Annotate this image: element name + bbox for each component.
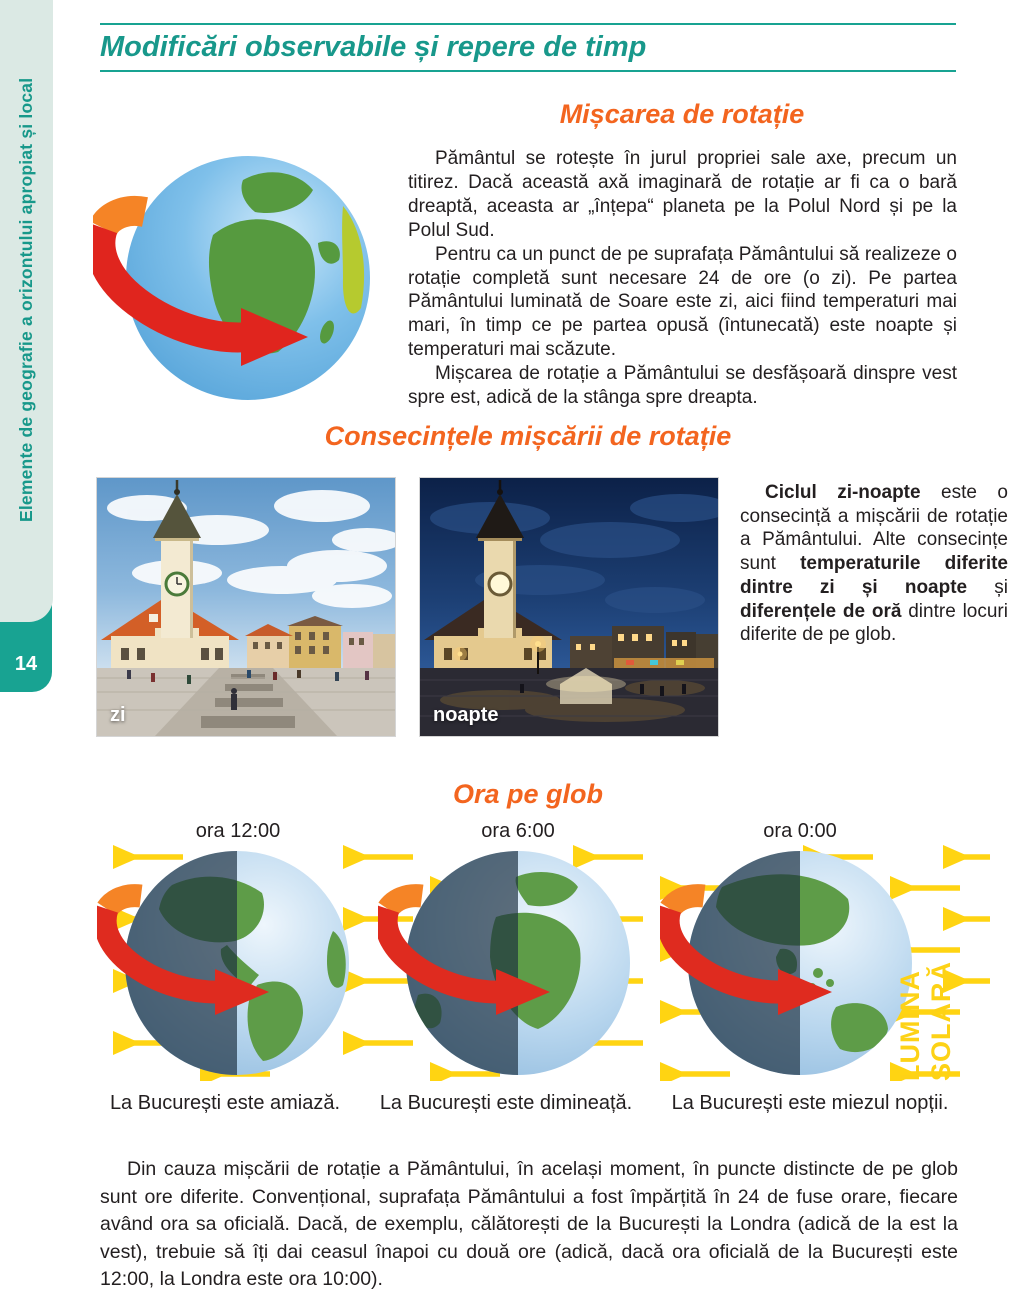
- rotation-text-block: [408, 147, 957, 410]
- title-rule-top: [100, 23, 956, 25]
- day-photo-label: zi: [110, 704, 126, 726]
- globe-noon-icon: [97, 845, 357, 1081]
- title-rule-bottom: [100, 70, 956, 72]
- globe-caption-3: La București este miezul nopții.: [671, 1092, 949, 1114]
- page-number: 14: [14, 653, 38, 675]
- night-square-scene: [420, 478, 718, 736]
- time-zones-diagram: [85, 845, 990, 1081]
- paragraph: Din cauza mișcării de rotație a Pământului, în același moment, în puncte distincte de pe glob sunt ore diferite. Convențional, suprafața Pământului a fost împărțită în 24 de fuse orare, fiecare având ora sa oficială. Dacă, de exemplu, călătorești de la București la Londra (adică de la est la vest), trebuie să îți dai ceasul înapoi cu două ore (adică, dacă ora oficială de la București este 12:00, la Londra este ora 10:00).: [100, 1158, 958, 1291]
- paragraph: Pământul se rotește în jurul propriei sale axe, precum un titirez. Dacă această axă imaginară de rotație ar fi ca o bară dreaptă, aceasta ar „înțepa“ planeta pe la Polul Nord și pe la Polul Sud.: [408, 148, 957, 241]
- sunlight-label: LUMINA SOLARĂ: [895, 961, 956, 1081]
- globe-morning-icon: [378, 845, 638, 1081]
- night-photo-label: noapte: [433, 704, 499, 726]
- day-square-scene: [97, 478, 395, 736]
- day-photo: [97, 478, 395, 736]
- paragraph: Pentru ca un punct de pe suprafața Pământului să realizeze o rotație completă sunt necesare 24 de ore (o zi). Pe partea Pământului luminată de Soare este zi, aici fiind temperaturi mai mari, în timp ce pe partea opusă (întunecată) este noapte și temperaturi mai scăzute.: [408, 243, 957, 361]
- sidebar-vertical-label: Elemente de geografie a orizontului apropiat și local: [16, 77, 36, 523]
- time-zones-text-block: [100, 1156, 958, 1294]
- paragraph: Ciclul zi-noapte este o consecință a mișcării de rotație a Pământului. Alte consecințe sunt temperaturile diferite dintre zi și noapte și diferențele de oră dintre locuri diferite de pe glob.: [740, 482, 1008, 646]
- globe-caption-2: La București este dimineață.: [379, 1092, 633, 1114]
- globe-time-label-3: ora 0:00: [763, 820, 837, 842]
- night-photo: [420, 478, 718, 736]
- globe-time-label-1: ora 12:00: [195, 820, 281, 842]
- section-heading-time: Ora pe glob: [452, 779, 604, 809]
- globe-caption-1: La București este amiază.: [109, 1092, 341, 1114]
- consequences-text-block: [740, 481, 1008, 647]
- globe-hero-icon: [93, 150, 395, 402]
- globe-midnight-icon: [660, 845, 920, 1081]
- page-title: Modificări observabile și repere de timp: [100, 31, 647, 63]
- paragraph: Mișcarea de rotație a Pământului se desfășoară dinspre vest spre est, adică de la stânga spre dreapta.: [408, 363, 957, 409]
- section-heading-consequences: Consecințele mișcării de rotație: [324, 421, 732, 451]
- globe-time-label-2: ora 6:00: [481, 820, 555, 842]
- sidebar-band: [0, 0, 53, 622]
- section-heading-rotation: Mișcarea de rotație: [559, 99, 805, 129]
- earth-rotation-illustration: [93, 150, 395, 407]
